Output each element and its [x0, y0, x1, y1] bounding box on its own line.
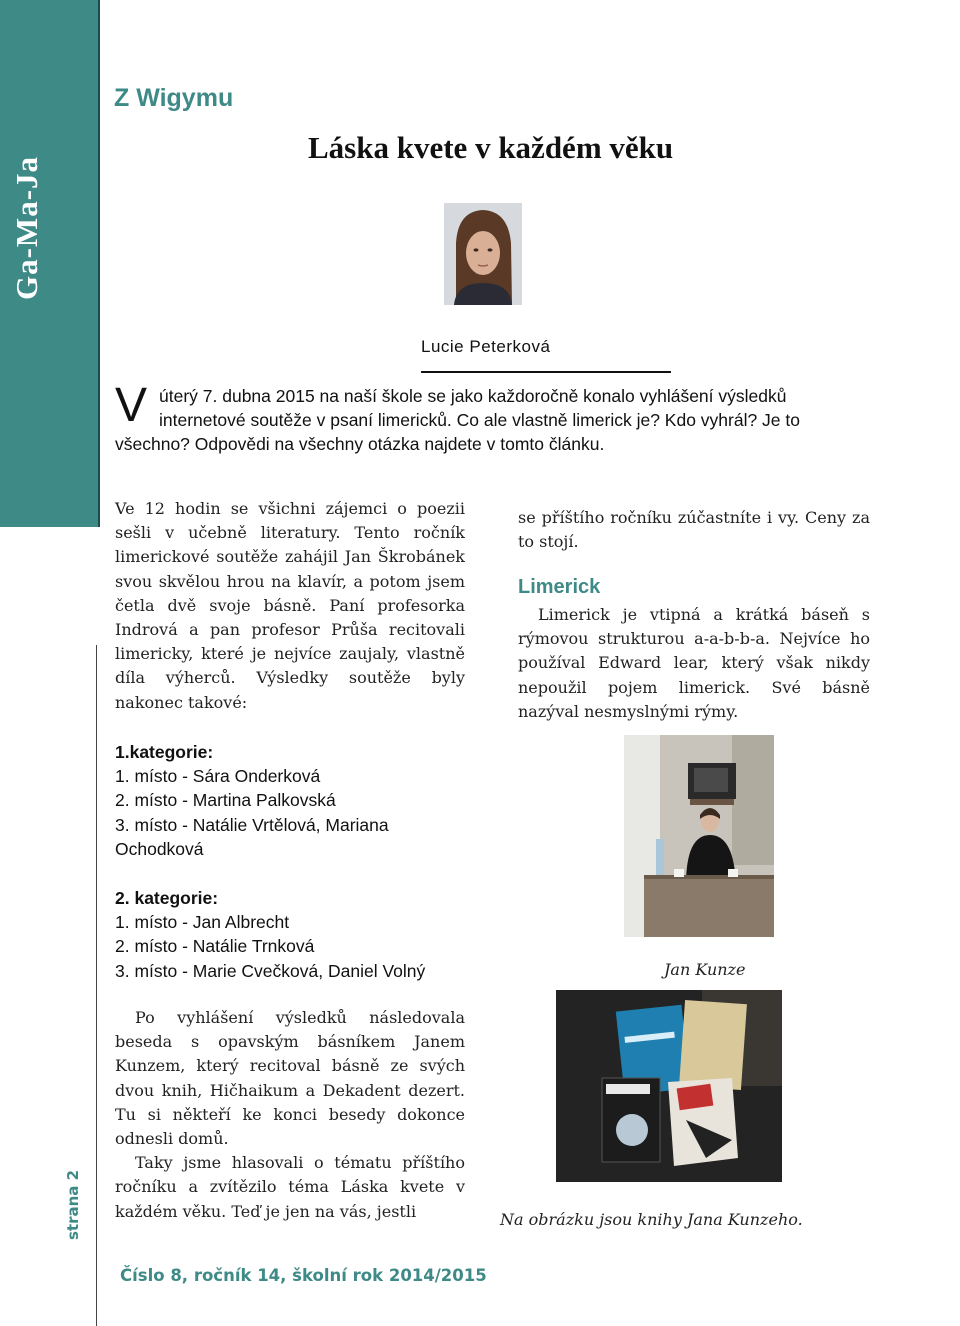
photo-door	[732, 735, 774, 865]
issue-footer: Číslo 8, ročník 14, školní rok 2014/2015	[120, 1266, 487, 1285]
sidebar	[0, 0, 98, 1326]
category-heading: 2. kategorie:	[115, 888, 219, 908]
portrait-eye-right	[488, 248, 493, 251]
photo-caption: Na obrázku jsou knihy Jana Kunzeho.	[500, 1210, 803, 1229]
author-name: Lucie Peterková	[421, 337, 551, 356]
book-dekadent-label	[677, 1084, 714, 1111]
results-category-1	[115, 740, 465, 861]
column2-intro: se příštího ročníku zúčastníte i vy. Ceny za to stojí.	[518, 508, 870, 552]
result-line: 2. místo - Martina Palkovská	[115, 790, 336, 811]
result-line: 1. místo - Jan Albrecht	[115, 912, 290, 933]
result-line: 3. místo - Natálie Vrtělová, Mariana Ochodková	[115, 814, 389, 859]
section-title: Z Wigymu	[114, 84, 234, 112]
book-hichaikum-art	[616, 1114, 648, 1146]
result-line: 3. místo - Marie Cvečková, Daniel Volný	[115, 960, 426, 981]
photo-desk	[644, 875, 774, 937]
author-divider	[421, 371, 671, 373]
page-number: strana 2	[64, 1169, 82, 1240]
book-beige	[679, 1000, 747, 1090]
photo-tv-stand	[690, 799, 734, 805]
photo-desk-edge	[644, 875, 774, 879]
book-hichaikum-title	[606, 1084, 650, 1094]
portrait-face	[466, 231, 500, 275]
category-heading: 1.kategorie:	[115, 742, 214, 762]
sidebar-edge	[98, 0, 100, 527]
paragraph: Taky jsme hlasovali o tématu příštího ročníku a zvítězilo téma Láska kvete v každém věku. Teď je jen na vás, jestli	[115, 1153, 465, 1221]
author-portrait	[444, 203, 522, 305]
article-title: Láska kvete v každém věku	[308, 130, 674, 165]
photo-cup	[728, 869, 738, 877]
results-category-2	[115, 886, 465, 983]
column1-intro: Ve 12 hodin se všichni zájemci o poezii sešli v učebně literatury. Tento ročník limerickové soutěže zahájil Jan Škrobánek svou skvělou hrou na klavír, a potom jsem četla dvě svoje básně. Paní profesorka Indrová a pan profesor Průša recitovali limericky, které je nejvíce zaujaly, vlastně díla výherců. Výsledky soutěže byly nakonec takové:	[115, 499, 465, 712]
lead-line: všechno? Odpovědi na všechny otázka najdete v tomto článku.	[115, 434, 605, 454]
limerick-paragraph: Limerick je vtipná a krátká báseň s rýmovou strukturou a-a-b-b-a. Nejvíce ho používal Edward lear, který však nikdy nepoužil pojem limerick. Své básně nazýval nesmyslnými rýmy.	[518, 605, 870, 721]
portrait-eye-left	[474, 248, 479, 251]
photo-water-bottle	[656, 839, 664, 875]
magazine-brand: Ga-Ma-Ja	[9, 155, 44, 300]
lead-line: úterý 7. dubna 2015 na naší škole se jako každoročně konalo vyhlášení výsledků	[159, 386, 787, 406]
result-line: 1. místo - Sára Onderková	[115, 766, 321, 787]
sidebar-rule	[96, 645, 97, 1326]
photo-tv-screen	[694, 768, 728, 792]
photo-books	[556, 990, 782, 1182]
result-line: 2. místo - Natálie Trnková	[115, 936, 315, 957]
column1-closing	[115, 1006, 465, 1224]
limerick-subheading: Limerick	[518, 576, 601, 598]
photo-cup	[674, 869, 684, 877]
drop-cap: V	[115, 379, 148, 432]
lead-line: internetové soutěže v psaní limericků. Co ale vlastně limerick je? Kdo vyhrál? Je to	[159, 410, 800, 430]
paragraph: Po vyhlášení výsledků následovala beseda s opavským básníkem Janem Kunzem, který recitoval básně ze svých dvou knih, Hičhaikum a Dekadent dezert. Tu si někteří ke konci besedy dokonce odnesli domů.	[115, 1008, 465, 1149]
photo-caption: Jan Kunze	[664, 960, 746, 979]
photo-jan-kunze	[624, 735, 774, 937]
